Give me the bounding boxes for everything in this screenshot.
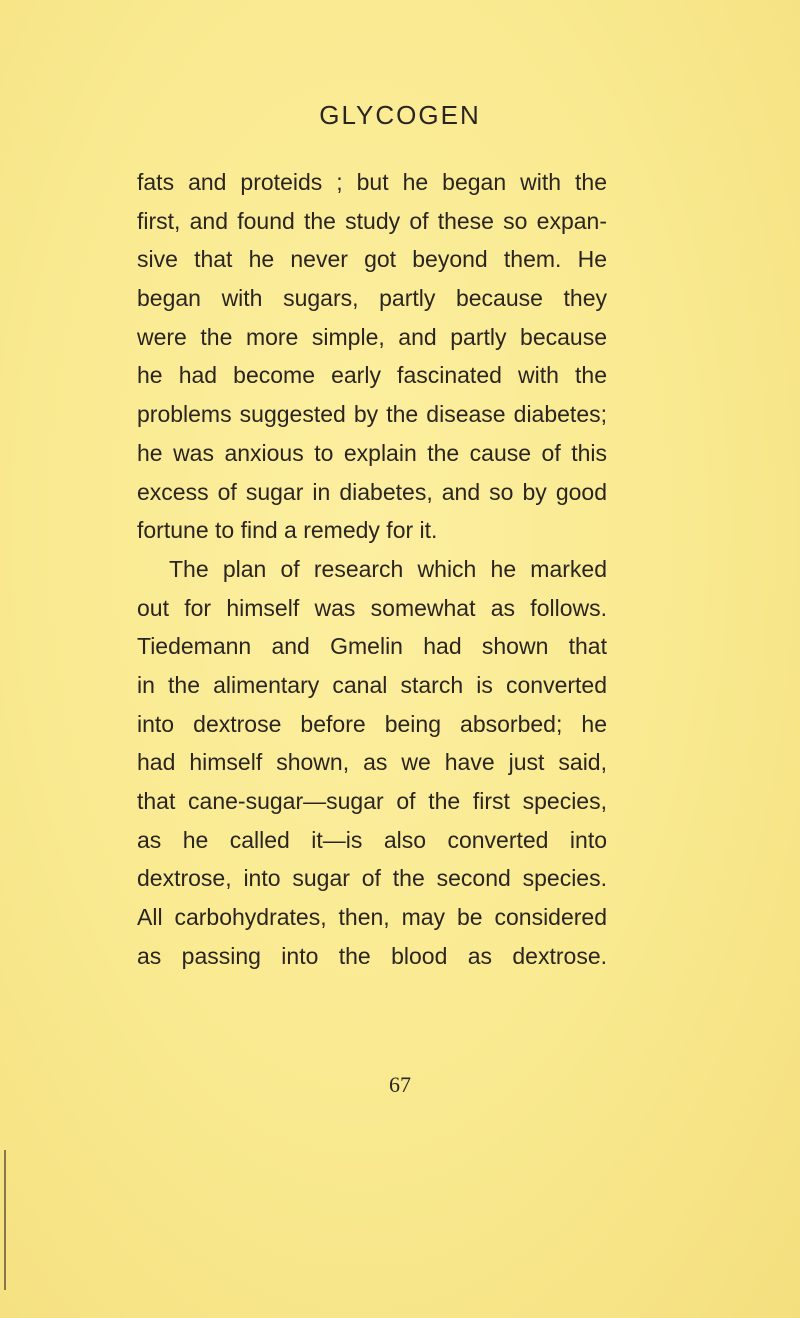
text-line: were the more simple, and partly because	[137, 323, 607, 350]
text-line: into dextrose before being absorbed; he	[137, 710, 607, 737]
text-line: problems suggested by the disease diabetes;	[137, 401, 607, 428]
running-head: GLYCOGEN	[319, 100, 481, 130]
text-line: as he called it—is also converted into	[137, 826, 607, 853]
text-line: All carbohydrates, then, may be considered	[137, 904, 607, 931]
text-line: fats and proteids ; but he began with the	[137, 169, 607, 195]
text-line: dextrose, into sugar of the second species.	[137, 865, 607, 892]
text-line: excess of sugar in diabetes, and so by good	[137, 478, 607, 505]
page-number: 67	[389, 1072, 411, 1097]
text-line: sive that he never got beyond them. He	[137, 246, 607, 273]
text-line: had himself shown, as we have just said,	[137, 749, 607, 776]
page-edge-line	[4, 1150, 6, 1290]
text-line: began with sugars, partly because they	[137, 285, 607, 312]
text-line: in the alimentary canal starch is converted	[137, 671, 607, 698]
text-line: as passing into the blood as dextrose.	[137, 942, 607, 969]
text-line: fortune to find a remedy for it.	[137, 517, 438, 544]
text-line: first, and found the study of these so expan-	[137, 207, 607, 234]
text-line: Tiedemann and Gmelin had shown that	[137, 633, 607, 660]
text-line: out for himself was somewhat as follows.	[137, 594, 607, 621]
text-line: that cane-sugar—sugar of the first species,	[137, 788, 607, 814]
body-text	[137, 163, 607, 975]
text-line: he was anxious to explain the cause of this	[137, 439, 607, 466]
text-line: The plan of research which he marked	[169, 555, 607, 582]
text-line: he had become early fascinated with the	[137, 362, 607, 389]
